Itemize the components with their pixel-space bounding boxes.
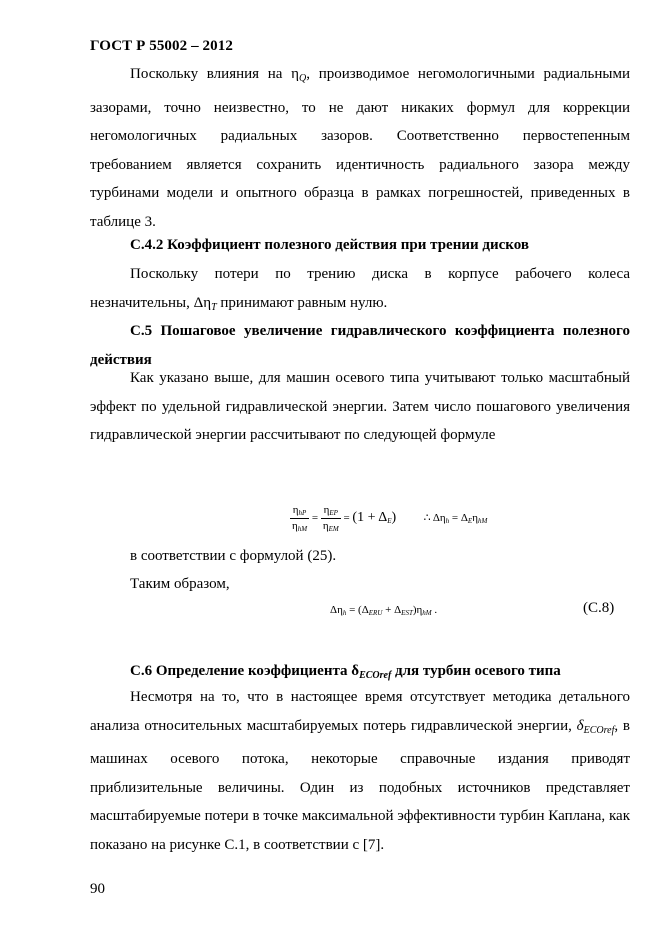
delta-subscript: ECOref [583, 724, 615, 736]
equation-number: (С.8) [583, 600, 615, 616]
document-header: ГОСТ Р 55002 – 2012 [90, 38, 233, 54]
paragraph-text: Поскольку потери по трению диска в корпусе рабочего колеса незначительны, [90, 266, 630, 311]
eta-symbol: η [291, 66, 300, 82]
delta-eta-symbol: Δη [193, 294, 212, 311]
section-heading-c42: С.4.2 Коэффициент полезного действия при трении дисков [130, 237, 529, 253]
reference-line: в соответствии с формулой (25). [130, 548, 337, 564]
formula-c8: Δηh = (ΔERU + ΔEST)ηhM . [330, 604, 438, 617]
section-heading-c5: С.5 Пошаговое увеличение гидравлического коэффициента полезного действия [90, 323, 630, 368]
paragraph-text: , в машинах осевого потока, некоторые справочные издания приводят приблизительные величины. Один из подобных источников представляет масштабируемые потери в точке максимальной эффективности турбин Каплана, как показано на рисунке С.1, в соответствии с [7]. [90, 717, 630, 853]
paragraph-axial-machines: Как указано выше, для машин осевого типа учитывают только масштабный эффект по удельной гидравлической энергии. Затем число пошагового увеличения гидравлической энергии рассчитывают по следующей формуле [90, 370, 630, 444]
delta-eta-subscript: T [211, 301, 217, 313]
paragraph-radial-gaps [90, 60, 630, 237]
paragraph-text: Несмотря на то, что в настоящее время отсутствует методика детального анализа относительных масштабируемых потерь гидравлической энергии, [90, 689, 630, 734]
formula-efficiency-ratio: $\frac{\text{ηhP}}{\text{ηhM}}$ = $\frac{\text{ηEP}}{\text{ηEM}}$ = (1 + ΔE) ∴ Δηh = ΔEηhM [292, 504, 488, 533]
delta-symbol: δ [576, 717, 584, 734]
fraction-ep-em: $\frac{\text{ηEP}}{\text{ηEM}}$ [322, 504, 339, 533]
section-heading-c6: С.6 Определение коэффициента $\delta_{ECOref}$ для турбин осевого типа [130, 663, 561, 681]
paragraph-text: , производимое негомологичными радиальными зазорами, точно неизвестно, то не дают никаких формул для коррекции негомологичных радиальных зазоров. Соответственно первостепенным требованием является сохранить идентичность радиального зазора между турбинами модели и опытного образца в рамках погрешностей, приведенных в таблице 3. [90, 66, 631, 230]
delta-symbol: δ [351, 663, 360, 679]
eta-subscript: Q [299, 73, 307, 84]
paragraph-text: Поскольку влияния на [130, 66, 292, 82]
page-number: 90 [90, 881, 105, 897]
thus-line: Таким образом, [130, 576, 230, 592]
paragraph-disc-friction [90, 260, 630, 322]
paragraph-text: принимают равным нулю. [216, 294, 388, 311]
fraction-hp-hm: $\frac{\text{ηhP}}{\text{ηhM}}$ [292, 504, 308, 533]
paragraph-kaplan [90, 683, 630, 860]
delta-subscript: ECOref [359, 670, 392, 681]
